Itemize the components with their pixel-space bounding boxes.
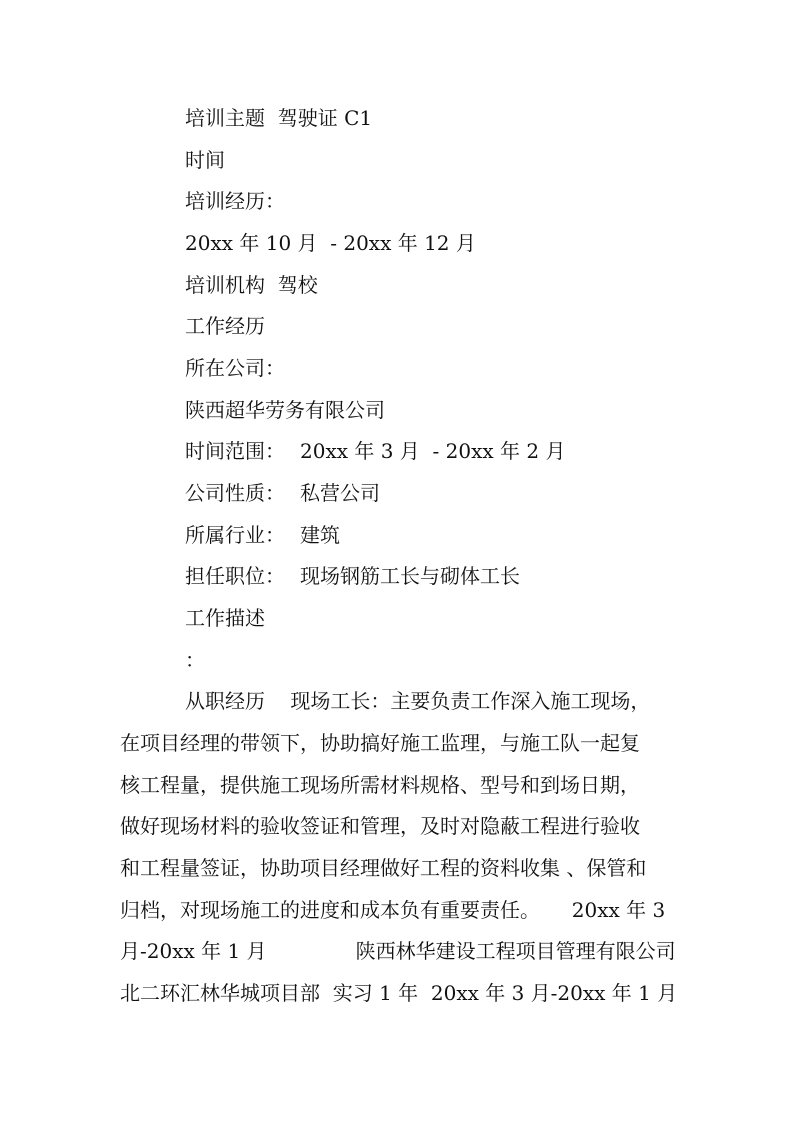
company-name: 陕西超华劳务有限公司 (185, 398, 385, 422)
paragraph-line: 从职经历 现场工长：主要负责工作深入施工现场， (185, 689, 651, 713)
paragraph-line: 核工程量，提供施工现场所需材料规格、型号和到场日期， (120, 773, 640, 797)
paragraph-line: 和工程量签证，协助项目经理做好工程的资料收集 、保管和 (120, 856, 647, 880)
training-institution: 培训机构 驾校 (185, 273, 318, 297)
paragraph-line: 在项目经理的带领下，协助搞好施工监理，与施工队一起复 (120, 731, 640, 755)
paragraph-line: 归档，对现场施工的进度和成本负有重要责任。 20xx 年 3 (120, 898, 666, 922)
field-value-industry: 建筑 (300, 523, 340, 547)
paragraph-line: 北二环汇林华城项目部 实习 1 年 20xx 年 3 月-20xx 年 1 月 (120, 981, 678, 1005)
training-history-label: 培训经历： (185, 189, 285, 213)
paragraph-line: 做好现场材料的验收签证和管理，及时对隐蔽工程进行验收 (120, 814, 640, 838)
training-period: 20xx 年 10 月 - 20xx 年 12 月 (185, 231, 476, 255)
work-history-label: 工作经历 (185, 314, 265, 338)
field-value-company-type: 私营公司 (300, 481, 380, 505)
work-desc-label: 工作描述 (185, 606, 265, 630)
field-label-industry: 所属行业： (185, 523, 285, 547)
time-label: 时间 (185, 148, 225, 172)
company-label: 所在公司： (185, 356, 285, 380)
paragraph-line: 月-20xx 年 1 月 陕西林华建设工程项目管理有限公司 (120, 939, 676, 963)
field-label-company-type: 公司性质： (185, 481, 285, 505)
field-value-period: 20xx 年 3 月 - 20xx 年 2 月 (300, 439, 566, 463)
training-topic: 培训主题 驾驶证 C1 (185, 106, 373, 130)
field-label-position: 担任职位： (185, 564, 285, 588)
colon-mark: ： (185, 648, 205, 672)
field-value-position: 现场钢筋工长与砌体工长 (300, 564, 520, 588)
field-label-period: 时间范围： (185, 439, 285, 463)
